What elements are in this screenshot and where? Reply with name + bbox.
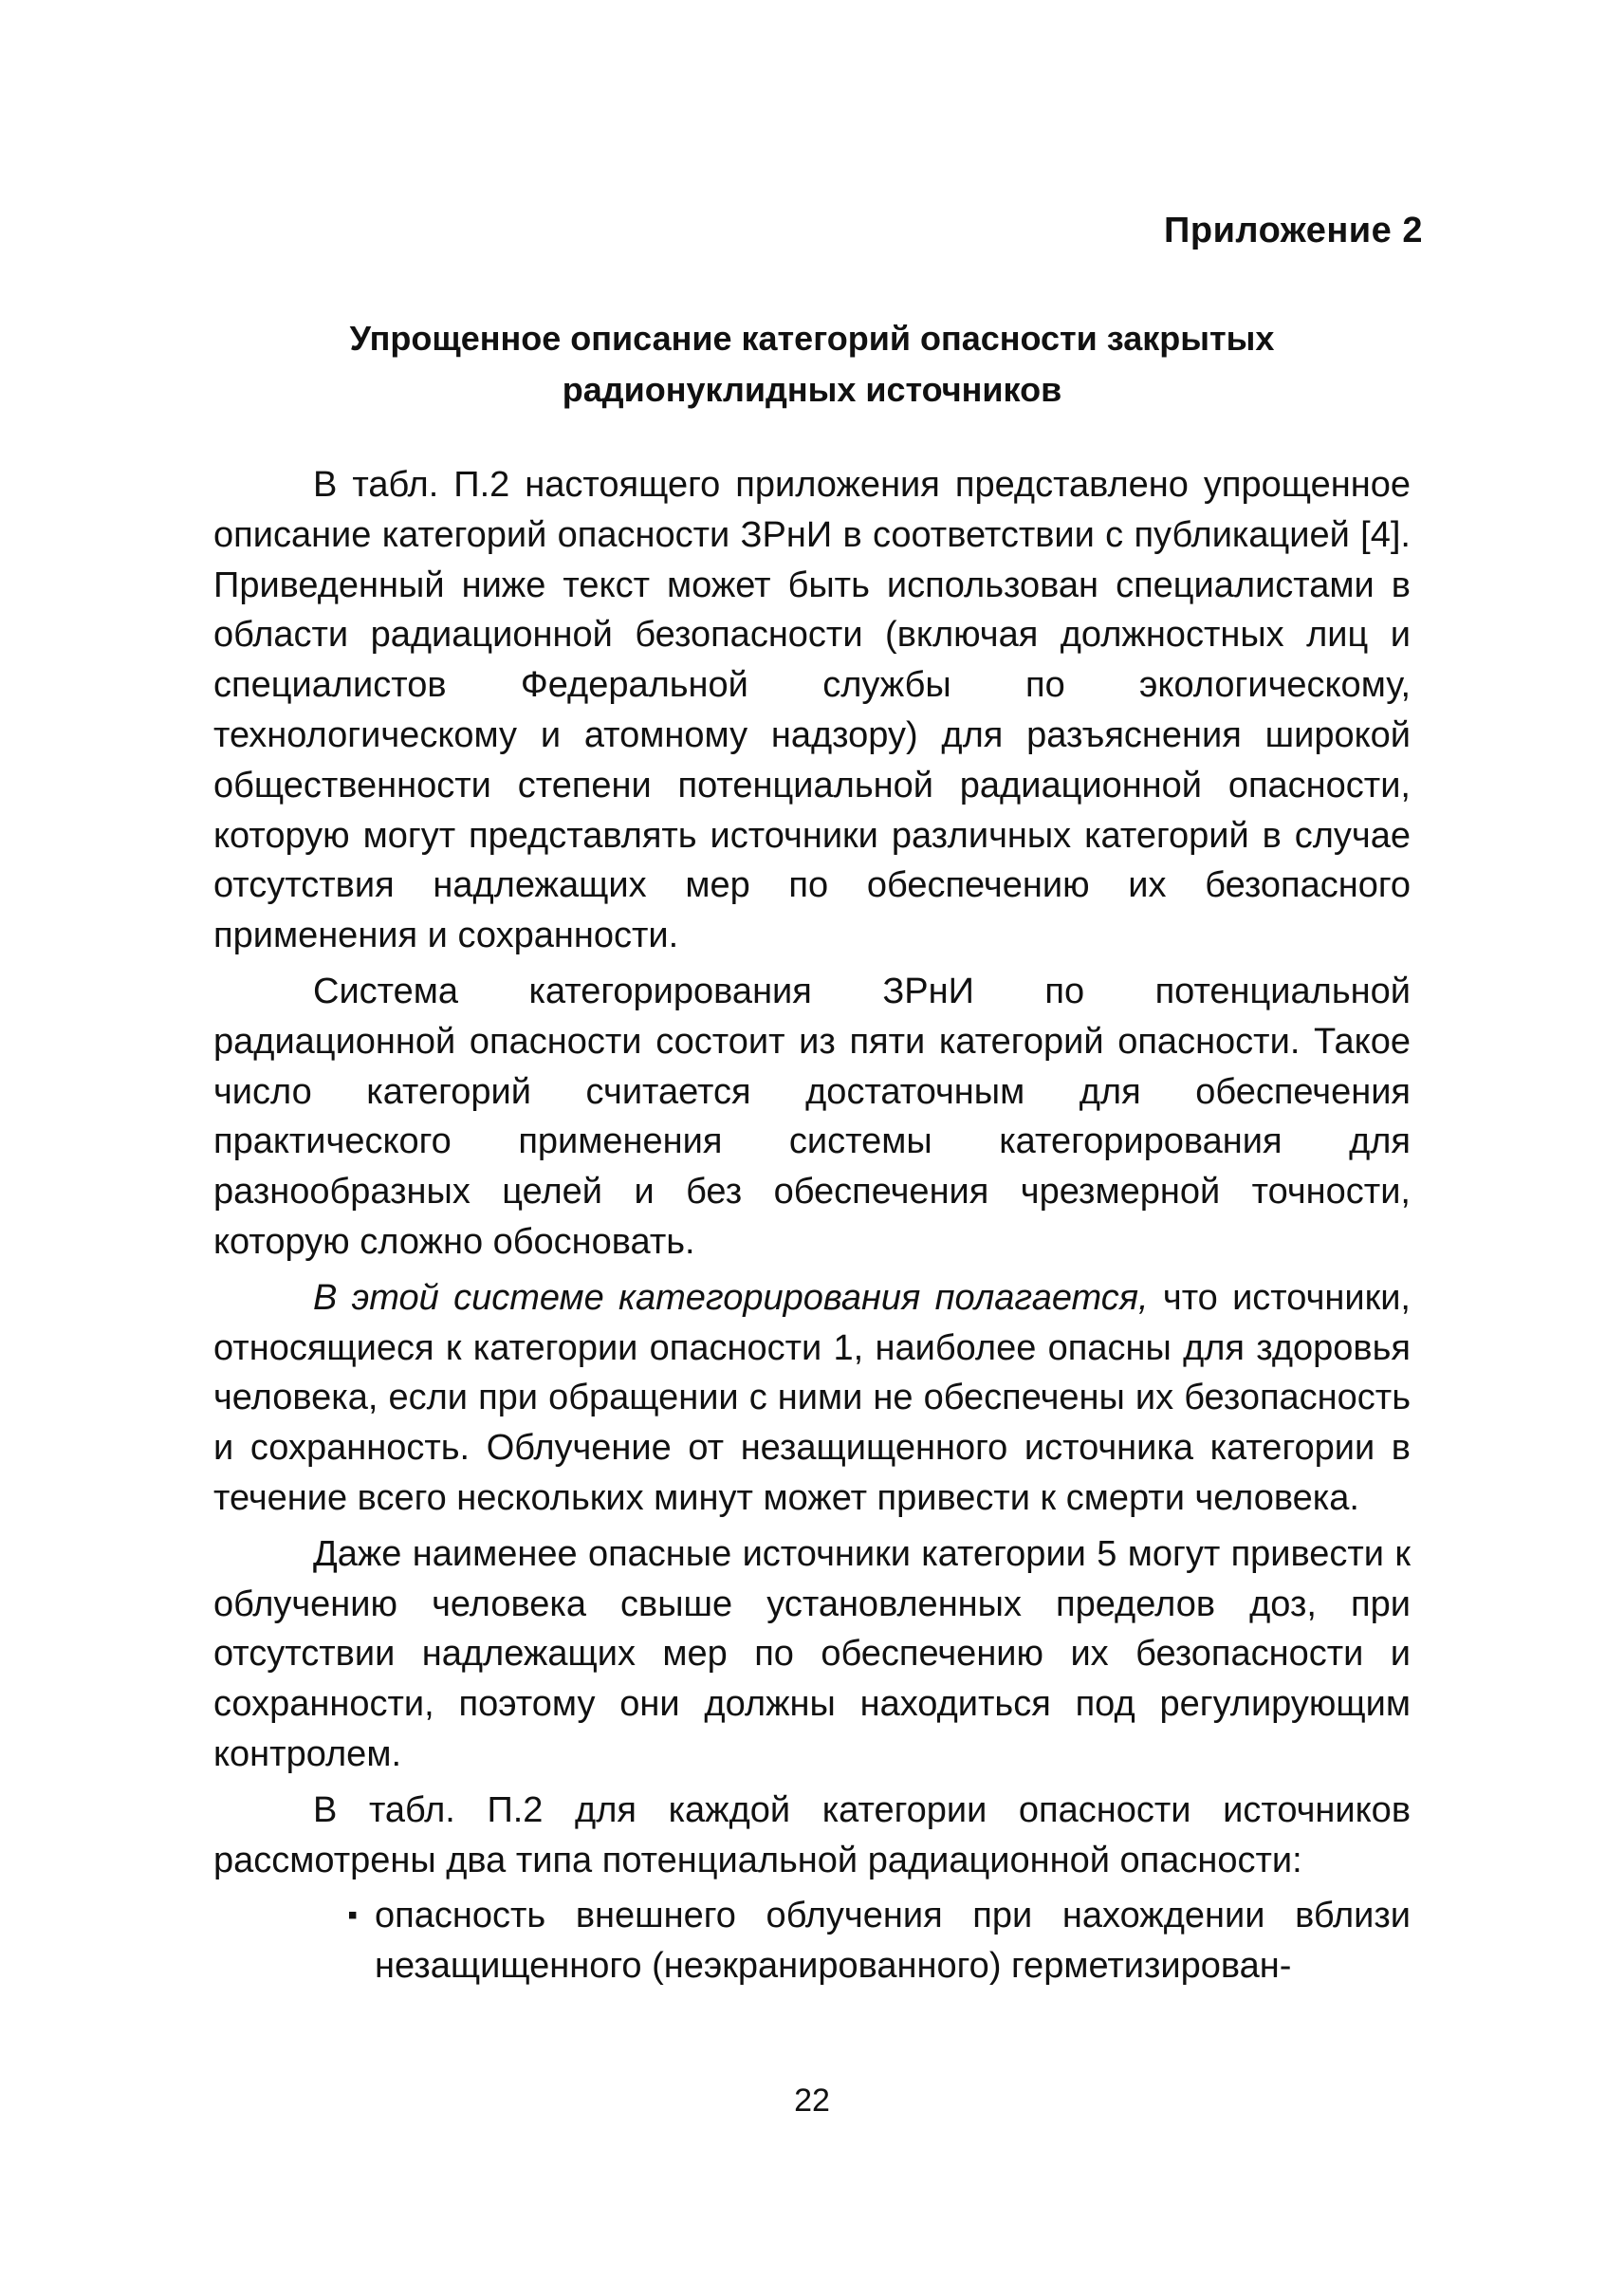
appendix-label: Приложение 2 bbox=[1164, 211, 1423, 250]
paragraph-3 bbox=[213, 1273, 1411, 1524]
title-line-2: радионуклидных источников bbox=[562, 370, 1062, 409]
paragraph-4: Даже наименее опасные источники категории 5 могут привести к облучению человека свыше установленных пределов доз, при отсутствии надлежащих мер по обеспечению их безопасности и сохранности, поэтому они должны находиться под регулирующим контролем. bbox=[213, 1533, 1411, 1774]
page-title bbox=[213, 313, 1411, 416]
bullet-item bbox=[213, 1891, 1411, 1991]
paragraph-3-rest: что источники, относящиеся к категории опасности 1, наиболее опасны для здоровья человека, если при обращении с ними не обеспечены их безопасность и сохранность. Облучение от незащищенного источника категории в течение всего нескольких минут может привести к смерти человека. bbox=[213, 1277, 1411, 1518]
bullet-square-icon: ▪ bbox=[347, 1899, 358, 1932]
page-number: 22 bbox=[794, 2083, 830, 2119]
paragraph-3-italic: В этой системе категорирования полагается, bbox=[313, 1277, 1149, 1318]
title-line-1: Упрощенное описание категорий опасности закрытых bbox=[349, 319, 1275, 358]
paragraph-1: В табл. П.2 настоящего приложения представлено упрощенное описание категорий опасности ЗРнИ в соответствии с публикацией [4]. Приведенный ниже текст может быть использован специалистами в области радиационной безопасности (включая должностных лиц и специалистов Федеральной службы по экологическому, технологическому и атомному надзору) для разъяснения широкой общественности степени потенциальной радиационной опасности, которую могут представлять источники различных категорий в случае отсутствия надлежащих мер по обеспечению их безопасного применения и сохранности. bbox=[213, 465, 1411, 956]
paragraph-2: Система категорирования ЗРнИ по потенциальной радиационной опасности состоит из пяти категорий опасности. Такое число категорий считается достаточным для обеспечения практического применения системы категорирования для разнообразных целей и без обеспечения чрезмерной точности, которую сложно обосновать. bbox=[213, 971, 1411, 1262]
body-text bbox=[213, 460, 1411, 1991]
bullet-text: опасность внешнего облучения при нахождении вблизи незащищенного (неэкранированного) герметизирован- bbox=[375, 1896, 1411, 1987]
paragraph-5: В табл. П.2 для каждой категории опасности источников рассмотрены два типа потенциальной радиационной опасности: bbox=[213, 1789, 1411, 1880]
